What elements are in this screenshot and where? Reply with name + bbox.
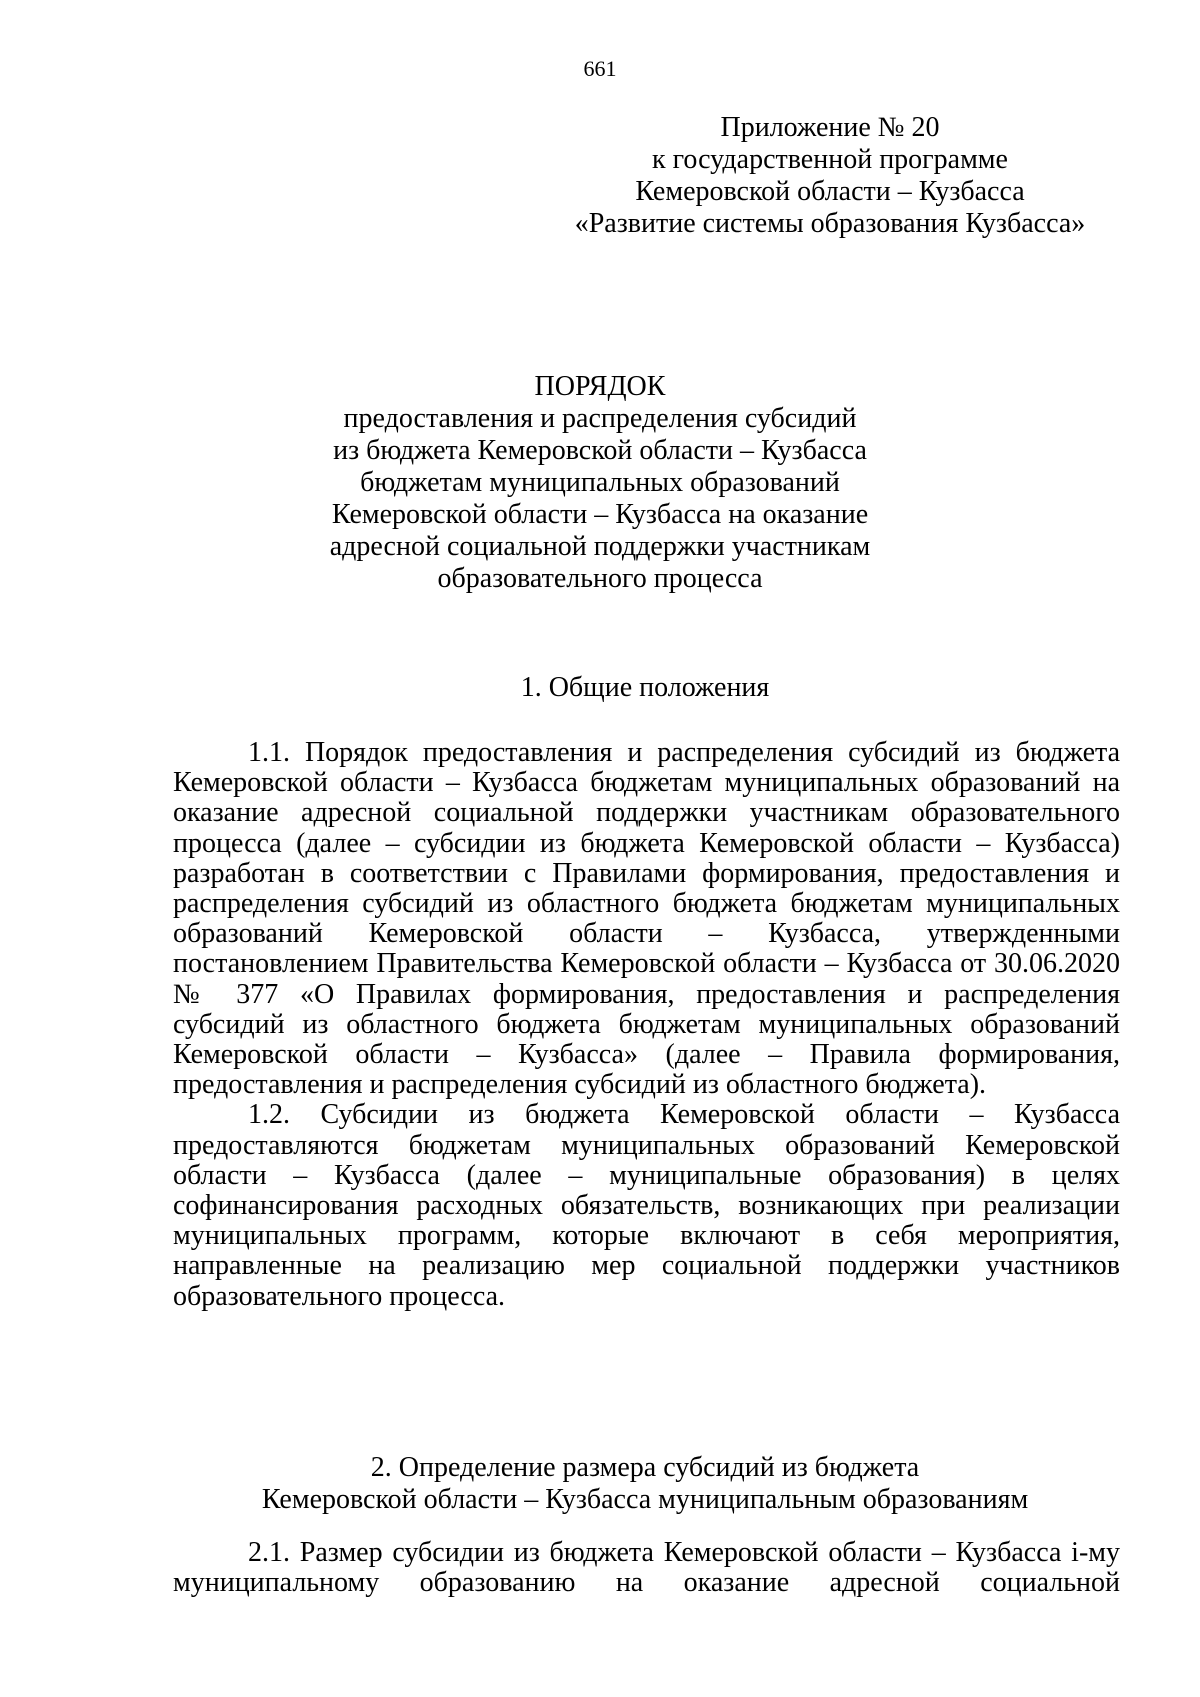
title-line: адресной социальной поддержки участникам	[329, 531, 871, 562]
section-1-body	[173, 738, 1120, 1312]
section-heading-line: 2. Определение размера субсидий из бюджета	[370, 1452, 920, 1483]
appendix-line: Приложение № 20	[720, 112, 940, 143]
title-line: из бюджета Кемеровской области – Кузбасса	[333, 435, 867, 466]
title-heading: ПОРЯДОК	[534, 371, 666, 402]
appendix-line: «Развитие системы образования Кузбасса»	[574, 208, 1086, 239]
paragraph-1-2: 1.2. Субсидии из бюджета Кемеровской области – Кузбасса предоставляются бюджетам муниципальных образований Кемеровской области – Кузбасса (далее – муниципальные образования) в целях софинансирования расходных обязательств, возникающих при реализации муниципальных программ, которые включают в себя мероприятия, направленные на реализацию мер социальной поддержки участников образовательного процесса.	[173, 1099, 1120, 1312]
paragraph-1-1: 1.1. Порядок предоставления и распределения субсидий из бюджета Кемеровской области – Кузбасса бюджетам муниципальных образований на оказание адресной социальной поддержки участникам образовательного процесса (далее – субсидии из бюджета Кемеровской области – Кузбасса) разработан в соответствии с Правилами формирования, предоставления и распределения субсидий из областного бюджета бюджетам муниципальных образований Кемеровской области – Кузбасса, утвержденными постановлением Правительства Кемеровской области – Кузбасса от 30.06.2020 № 377 «О Правилах формирования, предоставления и распределения субсидий из областного бюджета бюджетам муниципальных образований Кемеровской области – Кузбасса» (далее – Правила формирования, предоставления и распределения субсидий из областного бюджета).	[173, 737, 1120, 1101]
section-2-body	[173, 1538, 1120, 1598]
section-1-heading	[170, 672, 1120, 704]
title-line: образовательного процесса	[437, 563, 763, 594]
paragraph-2-1: 2.1. Размер субсидии из бюджета Кемеровской области – Кузбасса i-му муниципальному образованию на оказание адресной социальной	[173, 1537, 1120, 1599]
section-heading-line: Кемеровской области – Кузбасса муниципальным образованиям	[261, 1484, 1029, 1515]
page-number: 661	[583, 56, 617, 81]
title-line: предоставления и распределения субсидий	[343, 403, 857, 434]
title-line: бюджетам муниципальных образований	[360, 467, 840, 498]
section-heading-line: 1. Общие положения	[520, 672, 770, 703]
appendix-block	[560, 112, 1100, 240]
appendix-line: к государственной программе	[652, 144, 1008, 175]
section-2-heading	[170, 1452, 1120, 1516]
title-line: Кемеровской области – Кузбасса на оказание	[331, 499, 869, 530]
appendix-line: Кемеровской области – Кузбасса	[635, 176, 1025, 207]
document-title	[300, 371, 900, 595]
